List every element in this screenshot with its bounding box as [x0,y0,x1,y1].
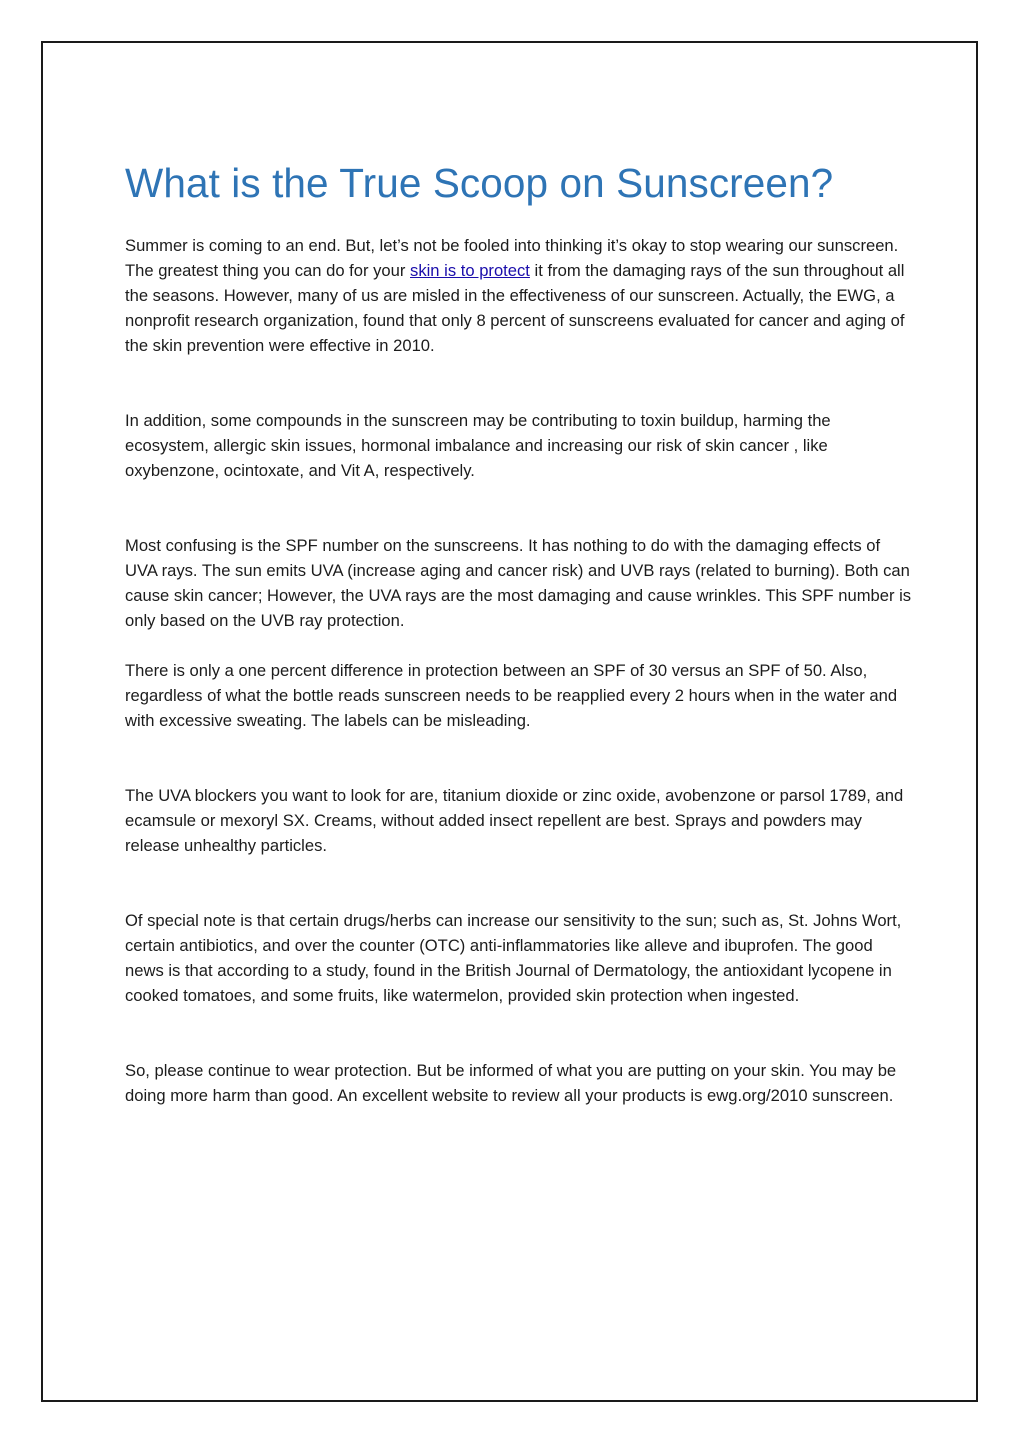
page-frame [41,41,978,1402]
paragraph-spf: Most confusing is the SPF number on the sunscreens. It has nothing to do with the damaging effects of UVA rays. The sun emits UVA (increase aging and cancer risk) and UVB rays (related to burning). Both can cause skin cancer; However, the UVA rays are the most damaging and cause wrinkles. This SPF number is only based on the UVB ray protection. [125,536,912,630]
paragraph-special-note: Of special note is that certain drugs/herbs can increase our sensitivity to the sun; such as, St. Johns Wort, certain antibiotics, and over the counter (OTC) anti-inflammatories like alleve and ibuprofen. The good news is that according to a study, found in the British Journal of Dermatology, the antioxidant lycopene in cooked tomatoes, and some fruits, like watermelon, provided skin protection when ingested. [125,911,902,1005]
paragraph-compounds: In addition, some compounds in the sunscreen may be contributing to toxin buildup, harming the ecosystem, allergic skin issues, hormonal imbalance and increasing our risk of skin cancer , like oxybenzone, ocintoxate, and Vit A, respectively. [125,411,831,480]
document-body [125,155,915,1108]
paragraph-intro-text-end: it from the damaging rays of the sun throughout all the seasons. However, many of us are misled in the effectiveness of our sunscreen. Actually, the EWG, a nonprofit research organization, found that only 8 percent of sunscreens evaluated for cancer and aging of the skin prevention were effective in 2010. [125,261,905,355]
paragraph-intro-text-start: Summer is coming to an end. But, let’s not be fooled into thinking it’s okay to stop wearing our sunscreen. The greatest thing you can do for your [125,236,899,280]
paragraph-uva-blockers: The UVA blockers you want to look for are, titanium dioxide or zinc oxide, avobenzone or parsol 1789, and ecamsule or mexoryl SX. Creams, without added insect repellent are best. Sprays and powders may release unhealthy particles. [125,786,904,855]
paragraph-spf-difference: There is only a one percent difference in protection between an SPF of 30 versus an SPF of 50. Also, regardless of what the bottle reads sunscreen needs to be reapplied every 2 hours when in the water and with excessive sweating. The labels can be misleading. [125,661,898,730]
paragraph-intro [125,233,915,358]
document-title: What is the True Scoop on Sunscreen? [125,160,834,206]
paragraph-conclusion: So, please continue to wear protection. But be informed of what you are putting on your skin. You may be doing more harm than good. An excellent website to review all your products is ewg.org/2010 sunscreen. [125,1061,897,1105]
skin-protect-link[interactable]: skin is to protect [410,261,530,280]
